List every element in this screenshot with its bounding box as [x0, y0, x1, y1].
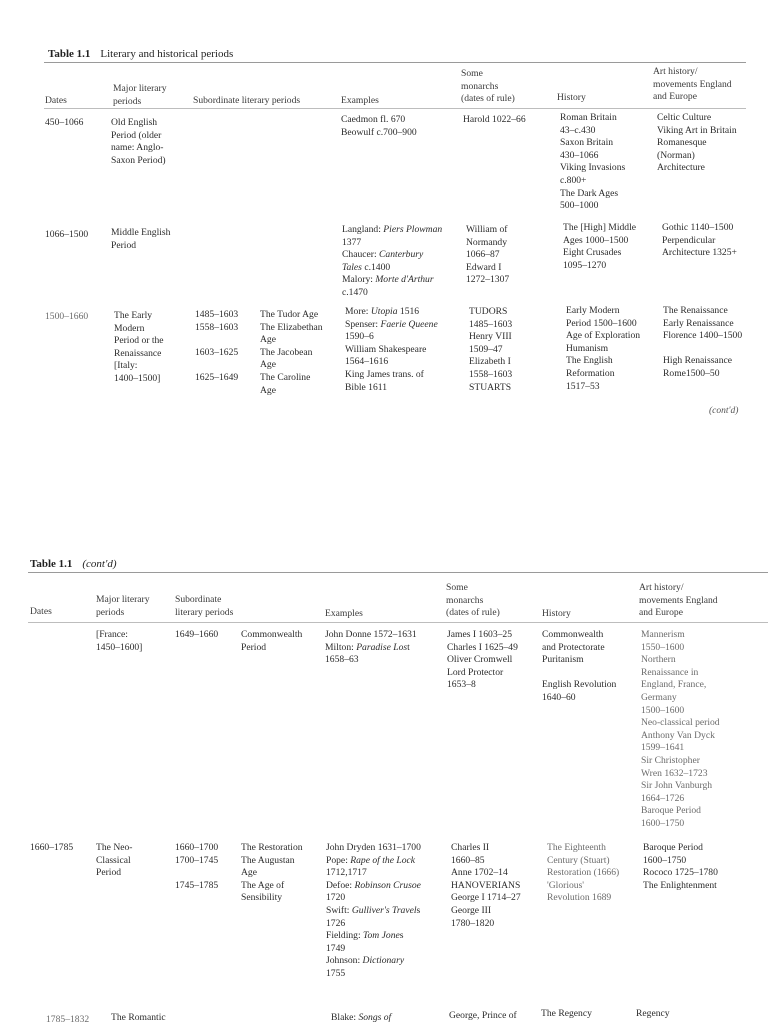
cell-line: Commonwealth — [542, 629, 604, 640]
cell-line: George I 1714–27 — [451, 892, 521, 904]
cell-line: 1377 — [342, 236, 362, 248]
cell-line: Early Modern — [566, 305, 620, 316]
table-title: Literary and historical periods — [100, 48, 234, 60]
cell-line: Fielding: Tom Jones — [326, 930, 404, 942]
cell-line: Middle English — [111, 227, 171, 238]
cell-line: 1600–1750 — [641, 817, 685, 829]
cell-line: George III — [451, 904, 492, 916]
cell-line: Early Renaissance — [663, 317, 734, 329]
t2-row2-sub-names — [241, 842, 303, 905]
cell-line: 430–1066 — [560, 149, 599, 161]
cell-line: 1550–1600 — [641, 641, 685, 653]
cell-line: Elizabeth I — [469, 356, 511, 368]
cell-line: 450–1066 — [45, 117, 84, 128]
cell-line: 1726 — [326, 917, 346, 929]
cell-line: 1558–1603 — [195, 321, 239, 333]
cell-line: Edward I — [466, 261, 502, 273]
cell-line: 1658–63 — [325, 654, 359, 666]
row1-major — [111, 117, 166, 167]
row3-history — [566, 305, 640, 393]
cell-line: King James trans. of — [345, 368, 424, 380]
row2-major — [111, 227, 170, 252]
cell-line: c.800+ — [560, 174, 587, 186]
cell-line: 500–1000 — [560, 200, 599, 212]
cell-line: 1745–1785 — [175, 879, 219, 891]
cell-line: Eight Crusades — [563, 247, 622, 259]
cell-line: Art history/ — [653, 66, 698, 77]
cell-line: Age — [260, 334, 276, 346]
cell-line: The Caroline — [260, 371, 311, 383]
cell-line: 43–c.430 — [560, 124, 596, 136]
cell-line: Sir John Vanburgh — [641, 780, 713, 792]
cell-line: Classical — [96, 854, 131, 866]
cell-line: Rococo 1725–1780 — [643, 867, 718, 879]
cell-line: 1660–1700 — [175, 842, 219, 853]
cell-line: Oliver Cromwell — [447, 654, 513, 666]
cell-line: History — [542, 608, 571, 619]
cell-line: Age — [260, 359, 276, 371]
table2-header-rule — [28, 622, 768, 623]
cell-line: name: Anglo- — [111, 142, 164, 154]
t2-col-header-history — [542, 608, 571, 621]
cell-line: John Dryden 1631–1700 — [326, 842, 421, 853]
cell-line: William of — [466, 224, 508, 235]
cell-line: Reformation — [566, 367, 615, 379]
cell-line: Modern — [114, 322, 145, 334]
t2-col-header-dates — [30, 606, 52, 619]
row2-history — [563, 222, 636, 272]
cell-line: and Protectorate — [542, 641, 605, 653]
cell-line: Defoe: Robinson Crusoe — [326, 879, 421, 891]
t2-row2-art — [643, 842, 718, 892]
row2-examples — [342, 224, 442, 300]
cell-line: William Shakespeare — [345, 343, 427, 355]
cell-line: English Revolution — [542, 679, 617, 691]
cell-line: c.1470 — [342, 286, 368, 298]
cell-line: Florence 1400–1500 — [663, 330, 743, 342]
cell-line: Malory: Morte d'Arthur — [342, 274, 434, 286]
t2-row1-history — [542, 629, 616, 705]
cell-line: Bible 1611 — [345, 381, 388, 393]
cell-line: Revolution 1689 — [547, 892, 612, 904]
cell-line: Anne 1702–14 — [451, 867, 508, 879]
col-header-monarchs — [461, 68, 515, 106]
cell-line: Saxon Period) — [111, 154, 166, 166]
cell-line: Period 1500–1600 — [566, 317, 637, 329]
cell-line: periods — [96, 606, 125, 618]
cell-line: Sensibility — [241, 892, 283, 904]
cell-line: Ages 1000–1500 — [563, 234, 629, 246]
top-rule — [44, 62, 746, 63]
cell-line: George, Prince of — [449, 1010, 517, 1021]
cell-line: Langland: Piers Plowman — [342, 224, 443, 235]
cell-line: movements England — [653, 78, 732, 90]
t2-row2-sub-dates — [175, 842, 218, 892]
t2-row2-monarchs — [451, 842, 521, 930]
cell-line: 1653–8 — [447, 679, 476, 691]
cell-line: (dates of rule) — [446, 607, 500, 619]
cell-line: 1700–1745 — [175, 854, 219, 866]
row3-sub-dates — [195, 309, 238, 385]
col-header-subordinate — [193, 95, 300, 108]
table2-label: Table 1.1 — [30, 558, 73, 570]
table2-top-rule — [28, 572, 768, 573]
row1-examples — [341, 114, 417, 139]
cell-line: Caedmon fl. 670 — [341, 114, 406, 125]
cell-line: Henry VIII — [469, 331, 512, 343]
cell-line: Some — [446, 582, 468, 593]
cell-line: monarchs — [446, 594, 484, 606]
cell-line: Viking Invasions — [560, 162, 626, 174]
cell-line: More: Utopia 1516 — [345, 306, 420, 317]
cell-line: HANOVERIANS — [451, 879, 521, 891]
cell-line: Examples — [341, 95, 379, 106]
cell-line: The Dark Ages — [560, 187, 619, 199]
cell-line: Period — [241, 641, 267, 653]
cell-line: Age — [241, 867, 257, 879]
row3-monarchs — [469, 306, 512, 394]
col-header-dates — [45, 95, 67, 108]
cell-line: 1272–1307 — [466, 274, 510, 286]
t2-row1-major — [96, 629, 142, 654]
t2-col-header-subordinate — [175, 594, 233, 619]
cell-line: Swift: Gulliver's Travels — [326, 904, 421, 916]
header-rule — [44, 108, 746, 109]
cell-line: Rome1500–50 — [663, 367, 720, 379]
cell-line: Lord Protector — [447, 666, 504, 678]
cell-line: 1066–87 — [466, 249, 500, 261]
continued-note: (cont'd) — [709, 406, 739, 416]
cell-line: Renaissance in — [641, 666, 699, 678]
t2-col-header-major — [96, 594, 150, 619]
cell-line: Subordinate — [175, 594, 222, 605]
table-caption — [48, 48, 233, 60]
cell-line: Viking Art in Britain — [657, 124, 737, 136]
t2-row2-dates — [30, 842, 73, 855]
cell-line: Humanism — [566, 342, 609, 354]
cell-line: 1517–53 — [566, 380, 600, 392]
t2-row3-dates — [46, 1014, 89, 1027]
cell-line: [France: — [96, 629, 128, 640]
cell-line: 1450–1600] — [96, 641, 143, 653]
cell-line: (Norman) — [657, 149, 695, 161]
cell-line: History — [557, 92, 586, 103]
cell-line: Milton: Paradise Lost — [325, 641, 410, 653]
cell-line: Celtic Culture — [657, 112, 712, 123]
cell-line: Restoration (1666) — [547, 867, 620, 879]
cell-line: 1558–1603 — [469, 368, 513, 380]
cell-line: Tales c.1400 — [342, 261, 391, 273]
cell-line: The Eighteenth — [547, 842, 606, 853]
cell-line: (dates of rule) — [461, 93, 515, 105]
row3-examples — [345, 306, 438, 394]
t2-row1-examples — [325, 629, 417, 667]
cell-line: Normandy — [466, 236, 508, 248]
cell-line: Century (Stuart) — [547, 854, 610, 866]
cell-line: Roman Britain — [560, 112, 617, 123]
table2-caption — [30, 558, 117, 570]
cell-line — [195, 359, 238, 372]
cell-line: Regency — [636, 1008, 670, 1019]
cell-line: Period or the — [114, 335, 164, 347]
cell-line: Art history/ — [639, 582, 684, 593]
cell-line: John Donne 1572–1631 — [325, 629, 417, 640]
t2-row2-history — [547, 842, 619, 905]
cell-line: 'Glorious' — [547, 879, 585, 891]
cell-line: Charles II — [451, 842, 490, 853]
col-header-art — [653, 66, 732, 104]
cell-line: Examples — [325, 608, 363, 619]
t2-row1-monarchs — [447, 629, 518, 692]
cell-line: 1485–1603 — [195, 309, 239, 320]
cell-line: Commonwealth — [241, 629, 303, 640]
cell-line: Baroque Period — [643, 842, 703, 853]
cell-line: Germany — [641, 691, 677, 703]
cell-line: 1590–6 — [345, 331, 374, 343]
cell-line: Perpendicular — [662, 234, 716, 246]
cell-line: Period (older — [111, 129, 162, 141]
cell-line: 1664–1726 — [641, 792, 685, 804]
table2-title: (cont'd) — [82, 558, 117, 570]
cell-line: The Regency — [541, 1008, 592, 1019]
cell-line: Old English — [111, 117, 158, 128]
t2-row1-sub-dates — [175, 629, 218, 642]
cell-line: 1500–1600 — [641, 704, 685, 716]
cell-line: 1712,1717 — [326, 867, 367, 879]
cell-line: Mannerism — [641, 629, 685, 640]
cell-line: The Enlightenment — [643, 879, 717, 891]
cell-line: 1720 — [326, 892, 346, 904]
cell-line: 1660–1785 — [30, 842, 74, 853]
cell-line: 1640–60 — [542, 691, 576, 703]
cell-line: Johnson: Dictionary — [326, 955, 405, 967]
cell-line: TUDORS — [469, 306, 508, 317]
row3-sub-names — [260, 309, 323, 397]
cell-line: Anthony Van Dyck — [641, 729, 715, 741]
cell-line: Northern — [641, 654, 676, 666]
cell-line: Saxon Britain — [560, 137, 614, 149]
cell-line: Neo-classical period — [641, 717, 720, 729]
cell-line: The Neo- — [96, 842, 133, 853]
row1-monarchs — [463, 114, 526, 127]
cell-line: Renaissance — [114, 347, 162, 359]
row2-art — [662, 222, 737, 260]
cell-line: 1400–1500] — [114, 372, 161, 384]
cell-line: Romanesque — [657, 137, 707, 149]
cell-line: Age — [260, 384, 276, 396]
cell-line: James I 1603–25 — [447, 629, 513, 640]
cell-line: Major literary — [113, 83, 167, 94]
cell-line: Some — [461, 68, 483, 79]
cell-line: The Jacobean — [260, 346, 313, 358]
cell-line: 1095–1270 — [563, 259, 607, 271]
cell-line: Harold 1022–66 — [463, 114, 526, 125]
row2-dates — [45, 229, 88, 242]
cell-line: 1600–1750 — [643, 854, 687, 866]
t2-row1-art — [641, 629, 720, 831]
cell-line — [195, 334, 238, 347]
cell-line: Period — [111, 239, 137, 251]
cell-line: STUARTS — [469, 381, 512, 393]
cell-line: Chaucer: Canterbury — [342, 249, 424, 261]
cell-line: Age of Exploration — [566, 330, 641, 342]
cell-line: High Renaissance — [663, 355, 733, 367]
cell-line: and Europe — [653, 91, 697, 103]
cell-line: Dates — [45, 95, 67, 106]
col-header-history — [557, 92, 586, 105]
t2-row3-major — [111, 1012, 166, 1025]
cell-line: Blake: Songs of — [331, 1012, 392, 1023]
cell-line: 1509–47 — [469, 343, 503, 355]
cell-line: The English — [566, 355, 613, 367]
t2-col-header-monarchs — [446, 582, 500, 620]
cell-line: 1755 — [326, 967, 346, 979]
col-header-examples — [341, 95, 379, 108]
table-label: Table 1.1 — [48, 48, 91, 60]
row2-monarchs — [466, 224, 509, 287]
cell-line — [542, 667, 616, 680]
cell-line: The Elizabethan — [260, 321, 323, 333]
row1-history — [560, 112, 625, 213]
cell-line: Pope: Rape of the Lock — [326, 854, 416, 866]
t2-row3-history — [541, 1008, 592, 1021]
cell-line: 1500–1660 — [45, 311, 89, 322]
cell-line: 1066–1500 — [45, 229, 89, 240]
t2-row2-major — [96, 842, 133, 880]
cell-line: Wren 1632–1723 — [641, 767, 708, 779]
col-header-major — [113, 83, 167, 108]
cell-line: 1785–1832 — [46, 1014, 90, 1025]
cell-line: monarchs — [461, 80, 499, 92]
cell-line: Sir Christopher — [641, 754, 700, 766]
row1-art — [657, 112, 737, 175]
t2-row3-examples — [331, 1012, 391, 1025]
cell-line: The Augustan — [241, 854, 295, 866]
cell-line: 1649–1660 — [175, 629, 219, 640]
cell-line: Architecture — [657, 162, 705, 174]
cell-line: 1749 — [326, 942, 346, 954]
cell-line: 1485–1603 — [469, 318, 513, 330]
cell-line: 1780–1820 — [451, 917, 495, 929]
cell-line: 1603–1625 — [195, 346, 239, 358]
cell-line: Major literary — [96, 594, 150, 605]
cell-line: The [High] Middle — [563, 222, 637, 233]
cell-line: The Renaissance — [663, 305, 728, 316]
row3-dates — [45, 311, 88, 324]
cell-line: movements England — [639, 594, 718, 606]
row3-major — [114, 310, 164, 386]
cell-line: literary periods — [175, 606, 234, 618]
cell-line: Spenser: Faerie Queene — [345, 318, 438, 330]
cell-line: The Romantic — [111, 1012, 166, 1023]
cell-line — [175, 867, 218, 880]
row3-art — [663, 305, 742, 381]
cell-line: The Early — [114, 310, 153, 321]
cell-line: Dates — [30, 606, 52, 617]
t2-col-header-art — [639, 582, 718, 620]
cell-line: Period — [96, 867, 122, 879]
cell-line: periods — [113, 95, 142, 107]
t2-col-header-examples — [325, 608, 363, 621]
cell-line: Puritanism — [542, 654, 584, 666]
t2-row2-examples — [326, 842, 421, 981]
cell-line: Beowulf c.700–900 — [341, 126, 417, 138]
cell-line: The Age of — [241, 879, 285, 891]
cell-line: Gothic 1140–1500 — [662, 222, 734, 233]
cell-line: Charles I 1625–49 — [447, 641, 518, 653]
cell-line: 1564–1616 — [345, 356, 389, 368]
cell-line — [663, 343, 742, 356]
cell-line: Subordinate literary periods — [193, 95, 301, 106]
cell-line: Architecture 1325+ — [662, 247, 737, 259]
cell-line: 1625–1649 — [195, 371, 239, 383]
cell-line: 1599–1641 — [641, 742, 685, 754]
t2-row3-art — [636, 1008, 670, 1021]
cell-line: and Europe — [639, 607, 683, 619]
row1-dates — [45, 117, 83, 130]
cell-line: The Tudor Age — [260, 309, 319, 320]
cell-line: Baroque Period — [641, 805, 701, 817]
cell-line: The Restoration — [241, 842, 303, 853]
cell-line: 1660–85 — [451, 854, 485, 866]
cell-line: [Italy: — [114, 360, 138, 372]
cell-line: England, France, — [641, 679, 707, 691]
t2-row1-sub-names — [241, 629, 302, 654]
t2-row3-monarchs — [449, 1010, 517, 1023]
